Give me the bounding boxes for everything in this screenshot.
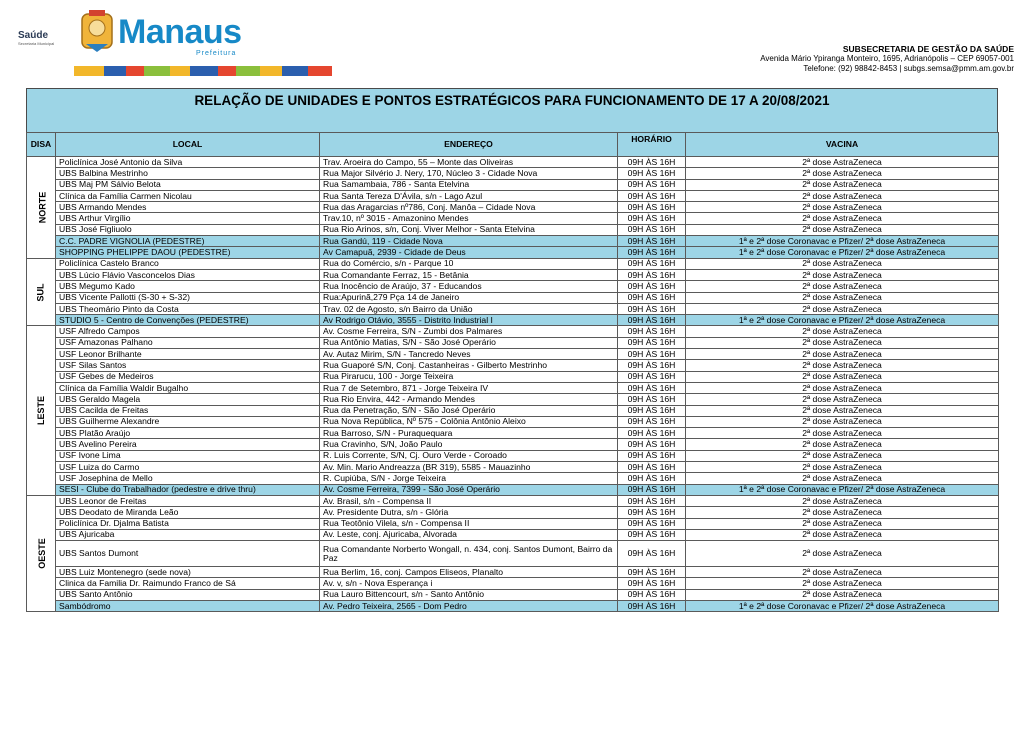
vaccine-cell: 2ª dose AstraZeneca: [686, 518, 999, 529]
region-cell-norte: [27, 157, 56, 259]
address-cell: Rua Santa Tereza D'Ávila, s/n - Lago Azul: [320, 190, 618, 201]
vaccine-cell: 2ª dose AstraZeneca: [686, 541, 999, 567]
local-cell: SESI - Clube do Trabalhador (pedestre e drive thru): [56, 484, 320, 495]
local-cell: UBS Lúcio Flávio Vasconcelos Dias: [56, 269, 320, 280]
table-row: [27, 600, 999, 611]
table-row: [27, 360, 999, 371]
hours-cell: 09H ÀS 16H: [618, 484, 686, 495]
vaccine-cell: 2ª dose AstraZeneca: [686, 428, 999, 439]
table-row: [27, 529, 999, 540]
address-cell: Av. Min. Mario Andreazza (BR 319), 5585 - Mauazinho: [320, 462, 618, 473]
saude-sublabel: Secretaria Municipal: [18, 41, 55, 46]
address-cell: Rua do Comércio, s/n - Parque 10: [320, 258, 618, 269]
local-cell: USF Ivone Lima: [56, 450, 320, 461]
table-row: [27, 349, 999, 360]
address-cell: Rua Rio Envira, 442 - Armando Mendes: [320, 394, 618, 405]
hours-cell: 09H ÀS 16H: [618, 224, 686, 235]
hours-cell: 09H ÀS 16H: [618, 382, 686, 393]
hours-cell: 09H ÀS 16H: [618, 518, 686, 529]
address-cell: Rua Comandante Norberto Wongall, n. 434, conj. Santos Dumont, Bairro da Paz: [320, 541, 618, 567]
hours-cell: 09H ÀS 16H: [618, 416, 686, 427]
local-cell: USF Silas Santos: [56, 360, 320, 371]
table-header-row: [27, 133, 999, 157]
table-row: [27, 428, 999, 439]
local-cell: Clínica da Família Waldir Bugalho: [56, 382, 320, 393]
table-row: [27, 450, 999, 461]
col-horario: HORÁRIO: [618, 133, 686, 157]
vaccine-cell: 2ª dose AstraZeneca: [686, 224, 999, 235]
local-cell: UBS Cacilda de Freitas: [56, 405, 320, 416]
vaccine-cell: 2ª dose AstraZeneca: [686, 157, 999, 168]
table-row: [27, 394, 999, 405]
local-cell: UBS Vicente Pallotti (S-30 + S-32): [56, 292, 320, 303]
subsecretaria-title: SUBSECRETARIA DE GESTÃO DA SAÚDE: [842, 44, 1014, 54]
hours-cell: 09H ÀS 16H: [618, 349, 686, 360]
local-cell: UBS Geraldo Magela: [56, 394, 320, 405]
vaccine-cell: 2ª dose AstraZeneca: [686, 473, 999, 484]
vaccine-cell: 2ª dose AstraZeneca: [686, 190, 999, 201]
table-row: [27, 292, 999, 303]
local-cell: UBS Guilherme Alexandre: [56, 416, 320, 427]
hours-cell: 09H ÀS 16H: [618, 541, 686, 567]
address-cell: Rua Cravinho, S/N, João Paulo: [320, 439, 618, 450]
local-cell: Policlínica José Antonio da Silva: [56, 157, 320, 168]
col-local: LOCAL: [56, 133, 320, 157]
vaccine-cell: 1ª e 2ª dose Coronavac e Pfizer/ 2ª dose AstraZeneca: [686, 247, 999, 258]
hours-cell: 09H ÀS 16H: [618, 190, 686, 201]
region-cell-sul: [27, 258, 56, 326]
address-cell: Av. Cosme Ferreira, S/N - Zumbi dos Palmares: [320, 326, 618, 337]
table-row: [27, 157, 999, 168]
vaccine-cell: 2ª dose AstraZeneca: [686, 281, 999, 292]
address-cell: Rua:Apurinã,279 Pça 14 de Janeiro: [320, 292, 618, 303]
address-cell: Av. Leste, conj. Ajuricaba, Alvorada: [320, 529, 618, 540]
local-cell: UBS Luiz Montenegro (sede nova): [56, 567, 320, 578]
hours-cell: 09H ÀS 16H: [618, 578, 686, 589]
local-cell: UBS Deodato de Miranda Leão: [56, 507, 320, 518]
local-cell: UBS José Figliuolo: [56, 224, 320, 235]
table-row: [27, 439, 999, 450]
address-cell: Rua Guaporé S/N, Conj. Castanheiras - Gilberto Mestrinho: [320, 360, 618, 371]
table-row: [27, 495, 999, 506]
local-cell: USF Alfredo Campos: [56, 326, 320, 337]
address-cell: R. Luis Corrente, S/N, Cj. Ouro Verde - Coroado: [320, 450, 618, 461]
table-row: [27, 303, 999, 314]
hours-cell: 09H ÀS 16H: [618, 326, 686, 337]
address-cell: Av. Brasil, s/n - Compensa II: [320, 495, 618, 506]
vaccine-cell: 2ª dose AstraZeneca: [686, 292, 999, 303]
hours-cell: 09H ÀS 16H: [618, 394, 686, 405]
hours-cell: 09H ÀS 16H: [618, 589, 686, 600]
table-row: [27, 382, 999, 393]
hours-cell: 09H ÀS 16H: [618, 507, 686, 518]
address-cell: Rua Gandú, 119 - Cidade Nova: [320, 236, 618, 247]
hours-cell: 09H ÀS 16H: [618, 462, 686, 473]
vaccine-cell: 2ª dose AstraZeneca: [686, 337, 999, 348]
local-cell: UBS Santo Antônio: [56, 589, 320, 600]
local-cell: USF Amazonas Palhano: [56, 337, 320, 348]
address-cell: Rua Lauro Bittencourt, s/n - Santo Antônio: [320, 589, 618, 600]
hours-cell: 09H ÀS 16H: [618, 315, 686, 326]
local-cell: STUDIO 5 - Centro de Convenções (PEDESTRE): [56, 315, 320, 326]
vaccine-cell: 1ª e 2ª dose Coronavac e Pfizer/ 2ª dose AstraZeneca: [686, 484, 999, 495]
table-row: [27, 190, 999, 201]
vaccine-cell: 2ª dose AstraZeneca: [686, 416, 999, 427]
address-cell: R. Cupiúba, S/N - Jorge Teixeira: [320, 473, 618, 484]
vaccine-cell: 2ª dose AstraZeneca: [686, 507, 999, 518]
hours-cell: 09H ÀS 16H: [618, 292, 686, 303]
vaccine-cell: 2ª dose AstraZeneca: [686, 382, 999, 393]
address-cell: Av. v, s/n - Nova Esperança i: [320, 578, 618, 589]
hours-cell: 09H ÀS 16H: [618, 236, 686, 247]
local-cell: UBS Avelino Pereira: [56, 439, 320, 450]
table-row: [27, 578, 999, 589]
table-row: [27, 567, 999, 578]
local-cell: USF Luiza do Carmo: [56, 462, 320, 473]
vaccine-cell: 2ª dose AstraZeneca: [686, 349, 999, 360]
region-label: NORTE: [37, 191, 48, 224]
region-label: SUL: [35, 283, 46, 302]
vaccine-cell: 2ª dose AstraZeneca: [686, 529, 999, 540]
page-header: [0, 0, 1024, 84]
vaccine-cell: 2ª dose AstraZeneca: [686, 360, 999, 371]
address-cell: Trav. Aroeira do Campo, 55 – Monte das Oliveiras: [320, 157, 618, 168]
hours-cell: 09H ÀS 16H: [618, 428, 686, 439]
address-cell: Trav. 02 de Agosto, s/n Bairro da União: [320, 303, 618, 314]
vaccine-cell: 2ª dose AstraZeneca: [686, 495, 999, 506]
vaccine-cell: 2ª dose AstraZeneca: [686, 578, 999, 589]
vaccine-cell: 1ª e 2ª dose Coronavac e Pfizer/ 2ª dose AstraZeneca: [686, 600, 999, 611]
hours-cell: 09H ÀS 16H: [618, 269, 686, 280]
hours-cell: 09H ÀS 16H: [618, 157, 686, 168]
local-cell: UBS Santos Dumont: [56, 541, 320, 567]
table-row: [27, 337, 999, 348]
address-cell: Rua Comandante Ferraz, 15 - Betânia: [320, 269, 618, 280]
local-cell: Policlínica Castelo Branco: [56, 258, 320, 269]
table-row: [27, 473, 999, 484]
hours-cell: 09H ÀS 16H: [618, 179, 686, 190]
local-cell: USF Josephina de Mello: [56, 473, 320, 484]
address-cell: Rua Antônio Matias, S/N - São José Operário: [320, 337, 618, 348]
table-row: [27, 258, 999, 269]
saude-logo: [18, 30, 54, 46]
hours-cell: 09H ÀS 16H: [618, 337, 686, 348]
hours-cell: 09H ÀS 16H: [618, 281, 686, 292]
address-cell: Rua Inocêncio de Araújo, 37 - Educandos: [320, 281, 618, 292]
table-body: [27, 157, 999, 612]
address-cell: Rua Barroso, S/N - Puraquequara: [320, 428, 618, 439]
address-cell: Rua Berlim, 16, conj. Campos Eliseos, Planalto: [320, 567, 618, 578]
hours-cell: 09H ÀS 16H: [618, 168, 686, 179]
vaccine-cell: 2ª dose AstraZeneca: [686, 258, 999, 269]
address-cell: Av. Cosme Ferreira, 7399 - São José Operário: [320, 484, 618, 495]
local-cell: UBS Platão Araújo: [56, 428, 320, 439]
vaccine-cell: 1ª e 2ª dose Coronavac e Pfizer/ 2ª dose AstraZeneca: [686, 236, 999, 247]
vaccine-cell: 2ª dose AstraZeneca: [686, 213, 999, 224]
table-row: [27, 405, 999, 416]
address-cell: Rua da Penetração, S/N - São José Operário: [320, 405, 618, 416]
hours-cell: 09H ÀS 16H: [618, 303, 686, 314]
table-row: [27, 416, 999, 427]
table-row: [27, 213, 999, 224]
local-cell: UBS Theomário Pinto da Costa: [56, 303, 320, 314]
address-cell: Av Rodrigo Otávio, 3555 - Distrito Industrial I: [320, 315, 618, 326]
table-row: [27, 168, 999, 179]
table-row: [27, 326, 999, 337]
local-cell: UBS Armando Mendes: [56, 202, 320, 213]
table-row: [27, 484, 999, 495]
vaccine-cell: 2ª dose AstraZeneca: [686, 450, 999, 461]
table-row: [27, 371, 999, 382]
city-crest-icon: [80, 8, 114, 52]
hours-cell: 09H ÀS 16H: [618, 567, 686, 578]
hours-cell: 09H ÀS 16H: [618, 529, 686, 540]
local-cell: UBS Megumo Kado: [56, 281, 320, 292]
page-title: RELAÇÃO DE UNIDADES E PONTOS ESTRATÉGICOS PARA FUNCIONAMENTO DE 17 A 20/08/2021: [26, 88, 998, 132]
vaccine-cell: 2ª dose AstraZeneca: [686, 462, 999, 473]
prefeitura-label: Prefeitura: [196, 50, 237, 57]
local-cell: UBS Maj PM Sálvio Belota: [56, 179, 320, 190]
local-cell: Policlínica Dr. Djalma Batista: [56, 518, 320, 529]
address-cell: Rua Samambaia, 786 - Santa Etelvina: [320, 179, 618, 190]
subsecretaria-address: Avenida Mário Ypiranga Monteiro, 1695, Adrianópolis – CEP 69057-001: [760, 54, 1014, 63]
address-cell: Rua das Aragarcias nº786, Conj. Manôa – Cidade Nova: [320, 202, 618, 213]
local-cell: UBS Balbina Mestrinho: [56, 168, 320, 179]
vaccine-cell: 2ª dose AstraZeneca: [686, 394, 999, 405]
table-row: [27, 462, 999, 473]
table-row: [27, 507, 999, 518]
color-stripe-icon: [74, 66, 332, 76]
local-cell: Clinica da Familia Dr. Raimundo Franco de Sá: [56, 578, 320, 589]
hours-cell: 09H ÀS 16H: [618, 439, 686, 450]
hours-cell: 09H ÀS 16H: [618, 473, 686, 484]
hours-cell: 09H ÀS 16H: [618, 247, 686, 258]
subsecretaria-contact: Telefone: (92) 98842-8453 | subgs.semsa@pmm.am.gov.br: [803, 64, 1014, 73]
address-cell: Rua Pirarucu, 100 - Jorge Teixeira: [320, 371, 618, 382]
local-cell: Sambódromo: [56, 600, 320, 611]
local-cell: Clínica da Família Carmen Nicolau: [56, 190, 320, 201]
region-label: LESTE: [36, 396, 47, 426]
address-cell: Av. Presidente Dutra, s/n - Glória: [320, 507, 618, 518]
hours-cell: 09H ÀS 16H: [618, 450, 686, 461]
hours-cell: 09H ÀS 16H: [618, 495, 686, 506]
address-cell: Av Camapuã, 2939 - Cidade de Deus: [320, 247, 618, 258]
address-cell: Av. Pedro Teixeira, 2565 - Dom Pedro: [320, 600, 618, 611]
vaccine-cell: 1ª e 2ª dose Coronavac e Pfizer/ 2ª dose AstraZeneca: [686, 315, 999, 326]
local-cell: C.C. PADRE VIGNOLIA (PEDESTRE): [56, 236, 320, 247]
address-cell: Rua Teotônio Vilela, s/n - Compensa II: [320, 518, 618, 529]
hours-cell: 09H ÀS 16H: [618, 405, 686, 416]
table-row: [27, 589, 999, 600]
local-cell: USF Leonor Brilhante: [56, 349, 320, 360]
vaccine-cell: 2ª dose AstraZeneca: [686, 303, 999, 314]
units-table: [26, 132, 999, 612]
region-cell-leste: [27, 326, 56, 495]
table-row: [27, 518, 999, 529]
hours-cell: 09H ÀS 16H: [618, 258, 686, 269]
hours-cell: 09H ÀS 16H: [618, 213, 686, 224]
table-row: [27, 224, 999, 235]
table-row: [27, 202, 999, 213]
table-row: [27, 236, 999, 247]
vaccine-cell: 2ª dose AstraZeneca: [686, 269, 999, 280]
vaccine-cell: 2ª dose AstraZeneca: [686, 589, 999, 600]
address-cell: Rua Nova República, Nº 575 - Colônia Antônio Aleixo: [320, 416, 618, 427]
vaccine-cell: 2ª dose AstraZeneca: [686, 168, 999, 179]
city-name: Manaus: [118, 13, 242, 51]
local-cell: USF Gebes de Medeiros: [56, 371, 320, 382]
table-row: [27, 281, 999, 292]
vaccine-cell: 2ª dose AstraZeneca: [686, 371, 999, 382]
hours-cell: 09H ÀS 16H: [618, 371, 686, 382]
region-label: OESTE: [36, 538, 47, 569]
schedule-sheet: [26, 88, 998, 612]
saude-label: Saúde: [18, 30, 49, 41]
vaccine-cell: 2ª dose AstraZeneca: [686, 326, 999, 337]
col-vacina: VACINA: [686, 133, 999, 157]
subsecretaria-info: [760, 44, 1014, 74]
address-cell: Rua Rio Arinos, s/n, Conj. Viver Melhor - Santa Etelvina: [320, 224, 618, 235]
table-row: [27, 541, 999, 567]
hours-cell: 09H ÀS 16H: [618, 600, 686, 611]
vaccine-cell: 2ª dose AstraZeneca: [686, 179, 999, 190]
vaccine-cell: 2ª dose AstraZeneca: [686, 439, 999, 450]
local-cell: UBS Ajuricaba: [56, 529, 320, 540]
table-row: [27, 315, 999, 326]
hours-cell: 09H ÀS 16H: [618, 202, 686, 213]
col-disa: DISA: [27, 133, 56, 157]
local-cell: UBS Leonor de Freitas: [56, 495, 320, 506]
table-row: [27, 269, 999, 280]
local-cell: SHOPPING PHELIPPE DAOU (PEDESTRE): [56, 247, 320, 258]
address-cell: Av. Autaz Mirim, S/N - Tancredo Neves: [320, 349, 618, 360]
address-cell: Rua Major Silvério J. Nery, 170, Núcleo 3 - Cidade Nova: [320, 168, 618, 179]
vaccine-cell: 2ª dose AstraZeneca: [686, 567, 999, 578]
table-row: [27, 247, 999, 258]
vaccine-cell: 2ª dose AstraZeneca: [686, 202, 999, 213]
col-endereco: ENDEREÇO: [320, 133, 618, 157]
hours-cell: 09H ÀS 16H: [618, 360, 686, 371]
address-cell: Rua 7 de Setembro, 871 - Jorge Teixeira IV: [320, 382, 618, 393]
vaccine-cell: 2ª dose AstraZeneca: [686, 405, 999, 416]
region-cell-oeste: [27, 495, 56, 611]
table-row: [27, 179, 999, 190]
address-cell: Trav.10, nº 3015 - Amazonino Mendes: [320, 213, 618, 224]
local-cell: UBS Arthur Virgílio: [56, 213, 320, 224]
